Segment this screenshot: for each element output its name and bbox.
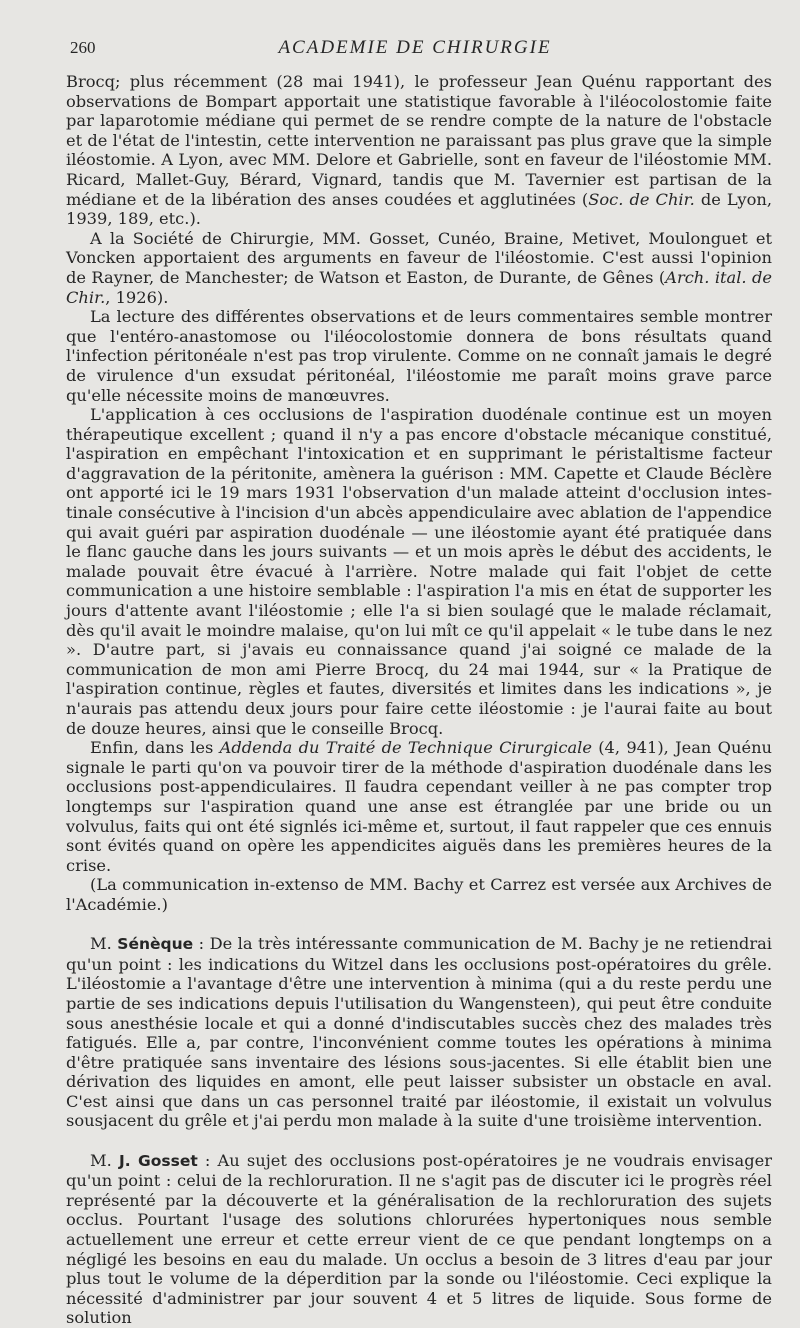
paragraph	[66, 72, 772, 229]
citation: Soc. de Chir.	[588, 189, 695, 209]
paragraph-seneque	[66, 934, 772, 1131]
text-run: M.	[90, 934, 118, 954]
paragraph: La lecture des différentes observations et de leurs commentaires semble montrer que l'entéro-anastomose ou l'iléocolostomie donnera de bons résultats quand l'infection péritonéale n'est pas trop virulente. Comme on ne connaît jamais le degré de virulence d'un exsudat péritonéal, l'iléostomie me paraît moins grave parce qu'elle nécessite moins de manœuvres.	[66, 307, 772, 405]
text-run: , 1926).	[105, 287, 169, 307]
speaker-name: J. Gosset	[118, 1151, 198, 1170]
running-title: ACADEMIE DE CHIRURGIE	[278, 37, 552, 58]
text-run: : Au sujet des occlusions post-opératoires je ne voudrais envisager qu'un point : celui de la rechloruration. Il ne s'agit pas de discuter ici le progrès réel représenté par la découverte et la généralisation de la rechloruration des sujets occlus. Pourtant l'usage des solutions chlorurées hypertoniques nous semble actuellement une erreur et cette erreur vient de ce que pendant longtemps on a négligé les besoins en eau du malade. Un occlus a besoin de 3 litres d'eau par jour plus tout le volume de la déperdition par la sonde ou l'iléostomie. Ceci explique la nécessité d'administrer par jour souvent 4 et 5 litres de liquide. Sous forme de solution	[66, 1150, 772, 1328]
body-text	[66, 72, 772, 1328]
text-run: A la Société de Chirurgie, MM. Gosset, Cunéo, Braine, Metivet, Moulonguet et Voncken apportaient des arguments en faveur de l'iléostomie. C'est aussi l'opinion de Rayner, de Manchester; de Watson et Easton, de Durante, de Gênes (	[66, 228, 772, 287]
paragraph	[66, 229, 772, 307]
text-run: M.	[90, 1150, 119, 1170]
paragraph-gosset	[66, 1151, 772, 1328]
citation: Arch. ital. de Chir.	[66, 267, 772, 307]
paragraph: L'application à ces occlusions de l'aspiration duodénale continue est un moyen thérapeutique excellent ; quand il n'y a pas encore d'obstacle mécanique constitué, l'aspiration en empêchant l'intoxication et en supprimant le péristaltisme facteur d'aggravation de la péritonite, amènera la guérison : MM. Capette et Claude Béclère ont apporté ici le 19 mars 1931 l'observation d'un malade atteint d'occlusion intestinale consécutive à l'incision d'un abcès appendiculaire avec ablation de l'appendice qui avait guéri par aspiration duodénale — une iléostomie ayant été pratiquée dans le flanc gauche dans les jours suivants — et un mois après le début des accidents, le malade pouvait être évacué à l'arrière. Notre malade qui fait l'objet de cette communication a une histoire semblable : l'aspiration l'a mis en état de supporter les jours d'attente avant l'iléostomie ; elle l'a si bien soulagé que le malade réclamait, dès qu'il avait le moindre malaise, qu'on lui mît ce qu'il appelait « le tube dans le nez ». D'autre part, si j'avais eu connaissance quand j'ai soigné ce malade de la communication de mon ami Pierre Brocq, du 24 mai 1944, sur « la Pratique de l'aspiration continue, règles et fautes, diversités et limites dans les indications », je n'aurais pas attendu deux jours pour faire cette iléostomie : je l'aurai faite au bout de douze heures, ainsi que le conseille Brocq.	[66, 405, 772, 738]
text-run: (4, 941), Jean Quénu signale le parti qu'on va pouvoir tirer de la méthode d'aspiration duodénale dans les occlusions post-appendiculaires. Il faudra cependant veiller à ne pas compter trop longtemps sur l'aspiration quand une anse est étranglée par une bride ou un volvulus, faits qui ont été signlés ici-même et, surtout, il faut rappeler que ces ennuis sont évités quand on opère les appendicites aiguës dans les premières heures de la crise.	[66, 738, 772, 875]
page-number: 260	[70, 38, 96, 57]
text-run: de Lyon, 1939, 189, etc.).	[66, 189, 772, 229]
text-run: : De la très intéressante communication de M. Bachy je ne retiendrai qu'un point : les indications du Witzel dans les occlusions post-opératoires du grêle. L'iléostomie a l'avantage d'être une intervention à minima (qui a du reste perdu une partie de ses indications depuis l'utilisation du Wangensteen), qui peut être conduite sous anesthésie locale et qui a donné d'indiscutables succès chez des malades très fatigués. Elle a, par contre, l'inconvénient comme toutes les opérations à minima d'être pratiquée sans inventaire des lésions sous-jacentes. Si elle établit bien une dérivation des liquides en amont, elle peut laisser subsister un obstacle en aval. C'est ainsi que dans un cas personnel traité par iléostomie, il existait un volvulus sousjacent du grêle et j'ai perdu mon malade à la suite d'une troisième intervention.	[66, 934, 772, 1131]
page-header	[70, 38, 760, 62]
paragraph: (La communication in-extenso de MM. Bachy et Carrez est versée aux Archives de l'Académie.)	[66, 875, 772, 914]
citation: Addenda du Traité de Technique Cirurgicale	[219, 738, 592, 758]
paragraph	[66, 738, 772, 875]
text-run: Enfin, dans les	[90, 738, 220, 758]
speaker-name: Sénèque	[117, 935, 194, 954]
text-run: Brocq; plus récemment (28 mai 1941), le professeur Jean Quénu rapportant des observations de Bompart apportait une statistique favorable à l'iléocolostomie faite par laparotomie médiane qui permet de se rendre compte de la nature de l'obstacle et de l'état de l'intestin, cette intervention ne paraissant pas plus grave que la simple iléostomie. A Lyon, avec MM. Delore et Gabrielle, sont en faveur de l'iléostomie MM. Ricard, Mallet-Guy, Bérard, Vignard, tandis que M. Tavernier est partisan de la médiane et de la libération des anses coudées et agglutinées (	[66, 72, 772, 209]
